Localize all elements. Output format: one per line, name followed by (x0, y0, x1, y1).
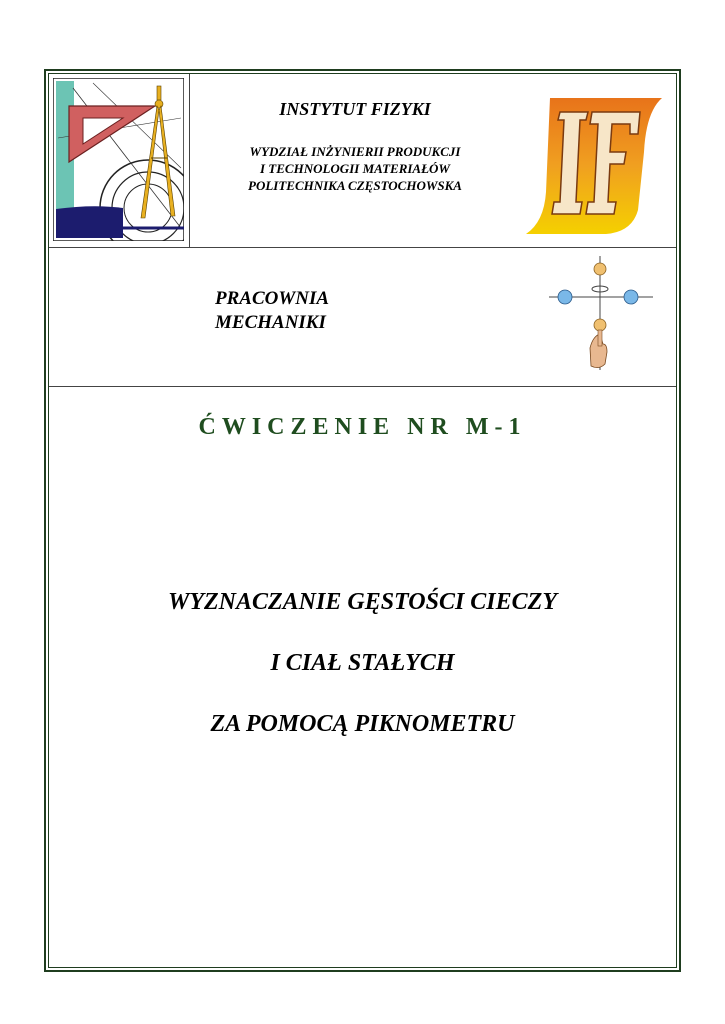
department-line: I TECHNOLOGII MATERIAŁÓW (260, 161, 450, 176)
institute-if-logo (520, 92, 666, 238)
header-divider (49, 247, 676, 248)
exercise-title-line2: I CIAŁ STAŁYCH (270, 650, 455, 676)
exercise-number: ĆWICZENIE NR M-1 (198, 414, 527, 440)
lab-name (215, 287, 329, 335)
department-line: WYDZIAŁ INŻYNIERII PRODUKCJI (249, 144, 461, 159)
lab-name-line2: MECHANIKI (215, 312, 326, 333)
exercise-title-line1: WYZNACZANIE GĘSTOŚCI CIECZY (168, 589, 557, 615)
institute-name: INSTYTUT FIZYKI (279, 99, 431, 119)
drafting-tools-logo (53, 78, 184, 241)
university-name: POLITECHNIKA CZĘSTOCHOWSKA (248, 178, 462, 193)
exercise-title-line3: ZA POMOCĄ PIKNOMETRU (210, 711, 515, 737)
department-block (190, 143, 520, 194)
rotating-masses-diagram (545, 252, 660, 384)
lab-divider (49, 386, 676, 387)
lab-name-line1: PRACOWNIA (215, 288, 330, 309)
